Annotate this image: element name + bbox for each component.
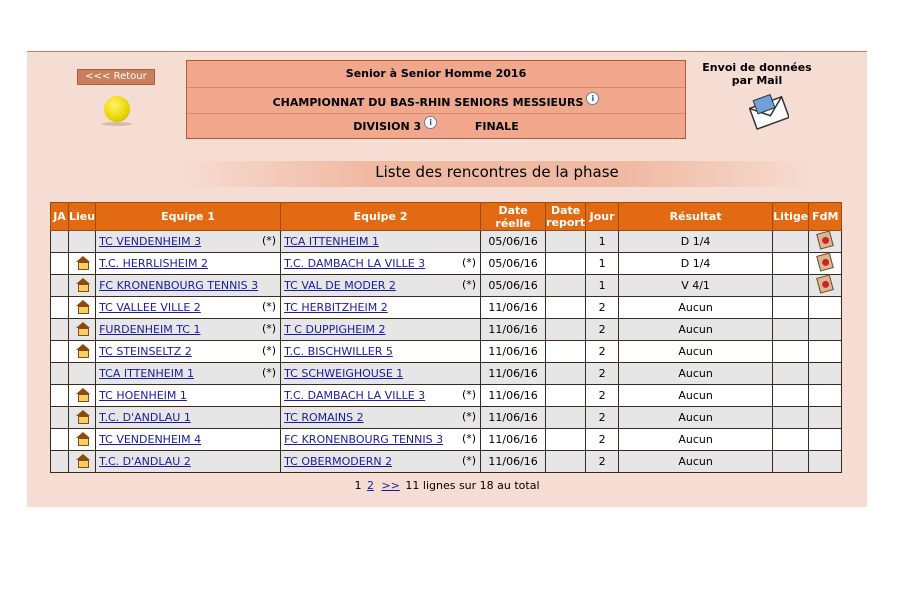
team1-link[interactable]: T.C. HERRLISHEIM 2 [99,257,208,270]
team1-marker: (*) [261,366,277,379]
next-page-link[interactable]: >> [381,479,400,492]
table-row [51,385,842,407]
ja-cell [51,275,69,297]
litige-cell [773,275,809,297]
fdm-cell [809,451,842,473]
lieu-cell [69,253,96,275]
col-date-reelle: Date réelle [481,203,546,231]
jour-cell: 2 [586,407,619,429]
date-cell: 11/06/16 [481,451,546,473]
col-ja: JA [51,203,69,231]
tennis-ball-icon [104,96,130,122]
litige-cell [773,407,809,429]
team2-cell [281,231,481,253]
col-date-report: Date report [546,203,586,229]
team2-link[interactable]: TC SCHWEIGHOUSE 1 [284,367,404,380]
team1-cell [96,319,281,341]
litige-cell [773,319,809,341]
litige-cell [773,253,809,275]
result-cell: Aucun [619,451,773,473]
date-cell: 05/06/16 [481,253,546,275]
team1-link[interactable]: T.C. D'ANDLAU 2 [99,455,191,468]
lieu-cell [69,231,96,253]
team2-marker: (*) [461,454,477,467]
date-cell: 11/06/16 [481,407,546,429]
litige-cell [773,231,809,253]
date-cell: 05/06/16 [481,231,546,253]
col-lieu: Lieu [69,203,96,231]
table-row [51,253,842,275]
lieu-cell [69,341,96,363]
team2-cell [281,407,481,429]
result-cell: Aucun [619,297,773,319]
result-cell: V 4/1 [619,275,773,297]
team1-cell [96,297,281,319]
home-icon [76,344,89,357]
team1-link[interactable]: TC VENDENHEIM 3 [99,235,202,248]
date-cell: 11/06/16 [481,341,546,363]
matches-table [50,202,842,473]
col-jour: Jour [586,203,619,231]
fdm-cell [809,341,842,363]
jour-cell: 2 [586,341,619,363]
jour-cell: 1 [586,253,619,275]
team1-cell [96,341,281,363]
jour-cell: 2 [586,429,619,451]
info-icon[interactable]: i [424,116,437,129]
team2-link[interactable]: TCA ITTENHEIM 1 [284,235,379,248]
pager-summary: 11 lignes sur 18 au total [405,479,540,492]
date-cell: 05/06/16 [481,275,546,297]
team2-marker: (*) [461,410,477,423]
ja-cell [51,407,69,429]
date-report-cell [546,253,586,275]
team1-marker: (*) [261,322,277,335]
team2-link[interactable]: T.C. DAMBACH LA VILLE 3 [284,257,426,270]
championship-name: CHAMPIONNAT DU BAS-RHIN SENIORS MESSIEURS [272,96,584,109]
team1-cell [96,385,281,407]
date-report-cell [546,363,586,385]
team2-marker: (*) [461,256,477,269]
mail-title-line2: par Mail [731,74,783,87]
team1-cell [96,451,281,473]
table-header-row [51,203,842,231]
date-cell: 11/06/16 [481,385,546,407]
team2-cell [281,429,481,451]
date-report-cell [546,231,586,253]
lieu-cell [69,451,96,473]
team1-marker: (*) [261,234,277,247]
jour-cell: 2 [586,363,619,385]
table-row [51,231,842,253]
competition-line1: Senior à Senior Homme 2016 [345,67,527,80]
col-equipe1: Equipe 1 [96,203,281,231]
home-icon [76,432,89,445]
mail-title-line1: Envoi de données [702,61,812,74]
page-current: 1 [354,479,362,492]
home-icon [76,322,89,335]
ja-cell [51,341,69,363]
home-icon [76,300,89,313]
date-report-cell [546,319,586,341]
team2-marker: (*) [461,388,477,401]
championship-line [187,96,685,109]
team1-link[interactable]: TC STEINSELTZ 2 [99,345,192,358]
litige-cell [773,385,809,407]
ja-cell [51,385,69,407]
team2-cell [281,363,481,385]
home-icon [76,388,89,401]
lieu-cell [69,363,96,385]
ja-cell [51,451,69,473]
jour-cell: 2 [586,297,619,319]
team2-cell [281,319,481,341]
team2-marker: (*) [461,278,477,291]
team1-cell [96,231,281,253]
result-cell: Aucun [619,319,773,341]
ja-cell [51,319,69,341]
date-report-cell [546,275,586,297]
team1-cell [96,429,281,451]
divider [187,113,685,114]
team2-cell [281,297,481,319]
table-row [51,407,842,429]
list-title: Liste des rencontres de la phase [177,161,817,187]
team1-marker: (*) [261,300,277,313]
col-equipe2: Equipe 2 [281,203,481,231]
date-cell: 11/06/16 [481,363,546,385]
team1-cell [96,275,281,297]
fdm-cell [809,231,842,253]
team2-cell [281,341,481,363]
team1-link[interactable]: FC KRONENBOURG TENNIS 3 [99,279,259,292]
page-2-link[interactable]: 2 [366,479,374,492]
team2-link[interactable]: TC VAL DE MODER 2 [284,279,396,292]
jour-cell: 2 [586,385,619,407]
lieu-cell [69,297,96,319]
date-report-cell [546,341,586,363]
result-cell: Aucun [619,341,773,363]
jour-cell: 2 [586,319,619,341]
team1-cell [96,363,281,385]
table-row [51,451,842,473]
date-report-cell [546,407,586,429]
fdm-cell [809,363,842,385]
lieu-cell [69,385,96,407]
team2-link[interactable]: T C DUPPIGHEIM 2 [284,323,386,336]
team2-cell [281,275,481,297]
team2-cell [281,451,481,473]
table-row [51,297,842,319]
jour-cell: 1 [586,275,619,297]
team2-link[interactable]: FC KRONENBOURG TENNIS 3 [284,433,444,446]
team1-marker: (*) [261,344,277,357]
jour-cell: 1 [586,231,619,253]
fdm-cell [809,385,842,407]
litige-cell [773,451,809,473]
pagination [27,479,867,492]
team2-link[interactable]: TC ROMAINS 2 [284,411,364,424]
fdm-cell [809,253,842,275]
date-cell: 11/06/16 [481,297,546,319]
mail-envelope-icon[interactable] [749,92,789,132]
table-row [51,319,842,341]
team2-link[interactable]: TC OBERMODERN 2 [284,455,393,468]
result-cell: D 1/4 [619,231,773,253]
team1-cell [96,407,281,429]
info-icon[interactable]: i [586,92,599,105]
lieu-cell [69,275,96,297]
match-sheet-icon[interactable] [816,230,834,249]
team2-link[interactable]: T.C. BISCHWILLER 5 [284,345,393,358]
mail-title [697,61,817,87]
date-cell: 11/06/16 [481,429,546,451]
fdm-cell [809,407,842,429]
ja-cell [51,297,69,319]
team1-link[interactable]: TCA ITTENHEIM 1 [99,367,194,380]
team1-link[interactable]: TC VENDENHEIM 4 [99,433,202,446]
divider [187,87,685,88]
main-panel [27,51,867,507]
match-sheet-icon[interactable] [816,274,834,293]
ja-cell [51,429,69,451]
home-icon [76,278,89,291]
team2-link[interactable]: TC HERBITZHEIM 2 [284,301,388,314]
table-row [51,363,842,385]
division-line [187,120,685,133]
lieu-cell [69,429,96,451]
team1-link[interactable]: T.C. D'ANDLAU 1 [99,411,191,424]
competition-title-box [186,60,686,139]
date-report-cell [546,429,586,451]
lieu-cell [69,319,96,341]
back-button[interactable]: <<< Retour [77,69,155,85]
team2-cell [281,385,481,407]
table-row [51,341,842,363]
match-sheet-icon[interactable] [816,252,834,271]
team1-link[interactable]: FURDENHEIM TC 1 [99,323,201,336]
home-icon [76,256,89,269]
team1-cell [96,253,281,275]
ja-cell [51,231,69,253]
result-cell: D 1/4 [619,253,773,275]
jour-cell: 2 [586,451,619,473]
result-cell: Aucun [619,385,773,407]
ja-cell [51,253,69,275]
division-label: DIVISION 3 [353,120,422,133]
fdm-cell [809,429,842,451]
result-cell: Aucun [619,429,773,451]
phase-label: FINALE [474,120,519,133]
fdm-cell [809,275,842,297]
team1-link[interactable]: TC VALLEE VILLE 2 [99,301,201,314]
lieu-cell [69,407,96,429]
table-row [51,275,842,297]
col-litige: Litige [773,203,809,231]
table-row [51,429,842,451]
fdm-cell [809,297,842,319]
litige-cell [773,429,809,451]
litige-cell [773,297,809,319]
col-fdm: FdM [809,203,842,231]
date-cell: 11/06/16 [481,319,546,341]
team2-marker: (*) [461,432,477,445]
result-cell: Aucun [619,407,773,429]
ja-cell [51,363,69,385]
fdm-cell [809,319,842,341]
litige-cell [773,363,809,385]
home-icon [76,410,89,423]
team2-cell [281,253,481,275]
home-icon [76,454,89,467]
litige-cell [773,341,809,363]
date-report-cell [546,297,586,319]
team2-link[interactable]: T.C. DAMBACH LA VILLE 3 [284,389,426,402]
team1-link[interactable]: TC HOENHEIM 1 [99,389,187,402]
date-report-cell [546,385,586,407]
date-report-cell [546,451,586,473]
col-resultat: Résultat [619,203,773,231]
result-cell: Aucun [619,363,773,385]
